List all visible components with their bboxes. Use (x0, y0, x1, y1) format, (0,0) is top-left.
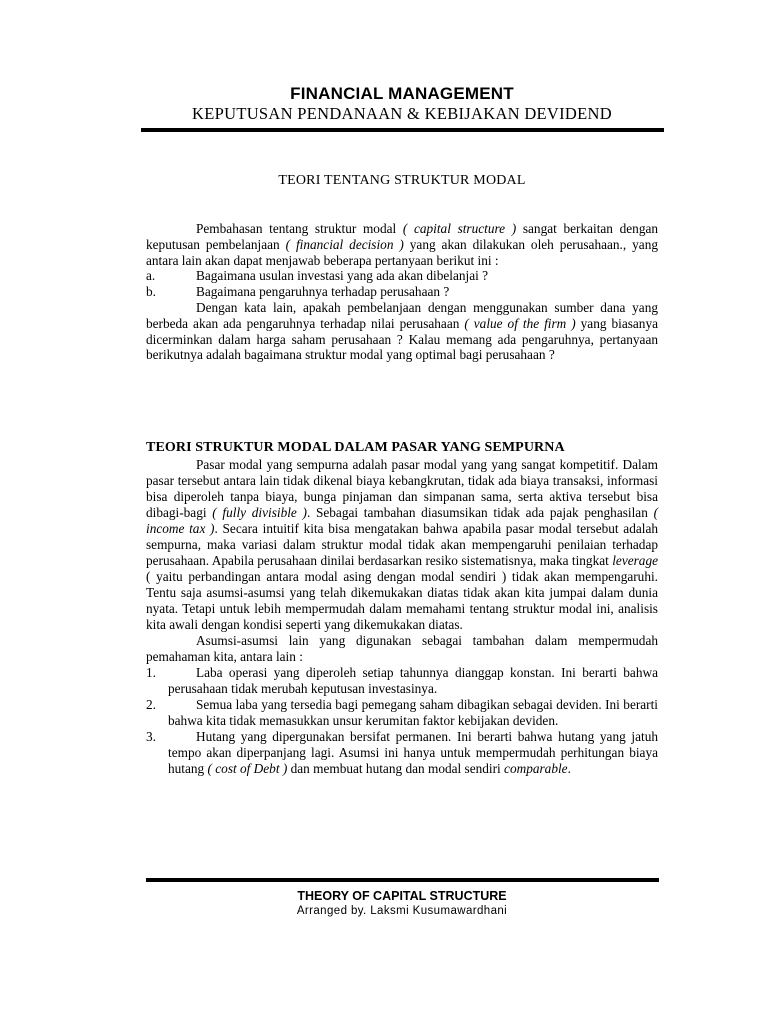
subsection-heading: TEORI STRUKTUR MODAL DALAM PASAR YANG SEMPURNA (146, 440, 565, 455)
numbered-text: Laba operasi yang diperoleh setiap tahunnya dianggap konstan. Ini berarti bahwa perusahaan tidak merubah keputusan investasinya. (168, 665, 658, 696)
document-subtitle: KEPUTUSAN PENDANAAN & KEBIJAKAN DEVIDEND (192, 104, 612, 123)
subsection-paragraph-1: Pasar modal yang sempurna adalah pasar modal yang yang sangat kompetitif. Dalam pasar tersebut antara lain tidak dikenal biaya kebangkrutan, tidak ada biaya transaksi, informasi bisa diperoleh tanpa biaya, bunga pinjaman dan simpanan sama, serta aktiva tersebut bisa dibagi-bagi ( fully divisible ). Sebagai tambahan diasumsikan tidak ada pajak penghasilan ( income tax ). Secara intuitif kita bisa mengatakan bahwa apabila pasar modal tersebut adalah sempurna, maka variasi dalam struktur modal tidak akan mempengaruhi penilaian terhadap perusahaan. Apabila perusahaan dinilai berdasarkan resiko sistematisnya, maka tingkat leverage ( yaitu perbandingan antara modal asing dengan modal sendiri ) tidak akan mempengaruhi. Tentu saja asumsi-asumsi yang telah dikemukakan diatas tidak akan kita jumpai dalam dunia nyata. Tetapi untuk lebih mempermudah dalam memahami tentang struktur modal ini, analisis kita awali dengan kondisi seperti yang dikemukakan diatas. (146, 457, 659, 632)
intro-paragraph-2: Dengan kata lain, apakah pembelanjaan dengan menggunakan sumber dana yang berbeda akan ada pengaruhnya terhadap nilai perusahaan ( value of the firm ) yang biasanya dicerminkan dalam harga saham perusahaan ? Kalau memang ada pengaruhnya, pertanyaan berikutnya adalah bagaimana struktur modal yang optimal bagi perusahaan ? (146, 299, 658, 363)
document-header (140, 84, 664, 124)
numbered-item (146, 665, 658, 697)
section-title: TEORI TENTANG STRUKTUR MODAL (278, 173, 526, 188)
footer-author: Arranged by. Laksmi Kusumawardhani (296, 905, 508, 917)
header-divider (141, 128, 664, 132)
footer-divider (146, 878, 659, 882)
numbered-text: Semua laba yang tersedia bagi pemegang saham dibagikan sebagai deviden. Ini berarti bahwa kita tidak memasukkan unsur kerumitan faktor kebijakan deviden. (168, 697, 658, 728)
subsection-paragraph-2: Asumsi-asumsi lain yang digunakan sebagai tambahan dalam mempermudah pemahaman kita, antara lain : (146, 633, 658, 664)
list-marker: b. (146, 284, 156, 300)
numbered-item (146, 729, 658, 777)
numbered-item (146, 697, 658, 729)
list-item (146, 268, 658, 284)
footer-title: THEORY OF CAPITAL STRUCTURE (297, 889, 507, 903)
list-marker: a. (146, 268, 156, 284)
list-item (146, 284, 658, 300)
subsection-body (146, 457, 658, 777)
numbered-marker: 2. (146, 697, 156, 712)
list-text: Bagaimana usulan investasi yang ada akan dibelanjai ? (196, 268, 489, 284)
document-footer (140, 889, 664, 918)
numbered-text: Hutang yang dipergunakan bersifat permanen. Ini berarti bahwa hutang yang jatuh tempo akan diperpanjang lagi. Asumsi ini hanya untuk mempermudah perhitungan biaya hutang ( cost of Debt ) dan membuat hutang dan modal sendiri comparable. (168, 729, 658, 776)
intro-section (146, 221, 658, 363)
list-text: Bagaimana pengaruhnya terhadap perusahaan ? (196, 284, 450, 300)
numbered-marker: 1. (146, 665, 156, 680)
document-title: FINANCIAL MANAGEMENT (290, 84, 514, 103)
intro-paragraph-1: Pembahasan tentang struktur modal ( capital structure ) sangat berkaitan dengan keputusan pembelanjaan ( financial decision ) yang akan dilakukan oleh perusahaan., yang antara lain akan dapat menjawab beberapa pertanyaan berikut ini : (146, 221, 659, 268)
numbered-marker: 3. (146, 729, 156, 744)
